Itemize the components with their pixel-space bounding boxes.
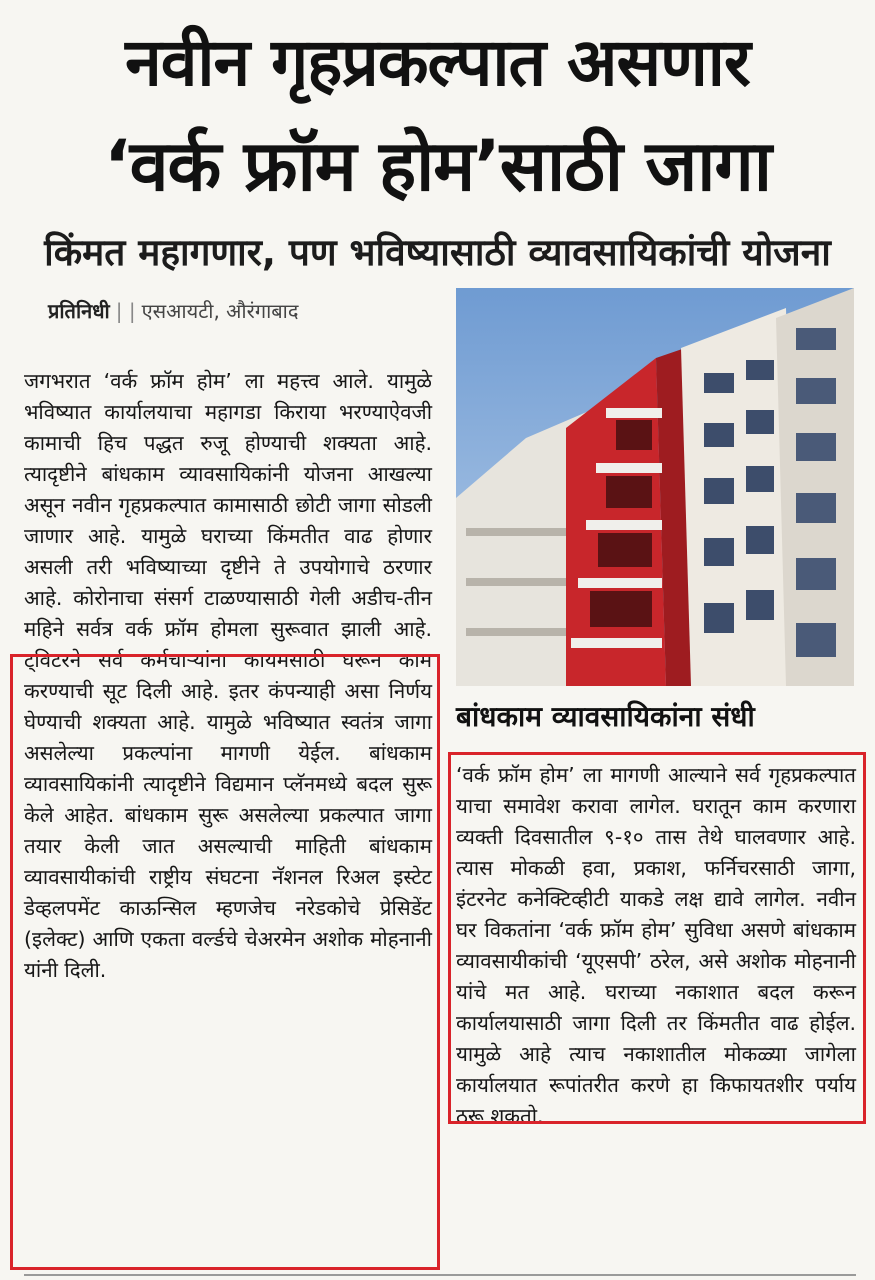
- byline: [48, 296, 298, 326]
- left-column-text: जगभरात ‘वर्क फ्रॉम होम’ ला महत्त्व आले. यामुळे भविष्यात कार्यालयाचा महागडा किराया भरण्याऐवजी कामाची हिच पद्धत रुजू होण्याची शक्यता आहे. त्यादृष्टीने बांधकाम व्यावसायिकांनी योजना आखल्या असून नवीन गृहप्रकल्पात कामासाठी छोटी जागा सोडली जाणार आहे. यामुळे घराच्या किंमतीत वाढ होणार असली तरी भविष्याच्या दृष्टीने ते उपयोगाचे ठरणार आहे. कोरोनाचा संसर्ग टाळण्यासाठी गेली अडीच-तीन महिने सर्वत्र वर्क फ्रॉम होमला सुरूवात झाली आहे. ट्विटरने सर्व कर्मचाऱ्यांना कायमसाठी घरून काम करण्याची सूट दिली आहे. इतर कंपन्याही असा निर्णय घेण्याची शक्यता आहे. यामुळे भविष्यात स्वतंत्र जागा असलेल्या प्रकल्पांना मागणी येईल. बांधकाम व्यावसायिकांनी त्यादृष्टीने विद्यमान प्लॅनमध्ये बदल सुरू केले आहेत. बांधकाम सुरू असलेल्या प्रकल्पात जागा तयार केली जात असल्याची माहिती बांधकाम व्यावसायीकांची राष्ट्रीय संघटना नॅशनल रिअल इस्टेट डेव्हलपमेंट काऊन्सिल म्हणजेच नरेडकोचे प्रेसिडेंट (इलेक्ट) आणि एकता वर्ल्डचे चेअरमेन अशोक मोहनानी यांनी दिली.: [24, 369, 432, 982]
- building-photo: [456, 288, 854, 686]
- byline-reporter: प्रतिनिधी: [48, 299, 110, 323]
- subheadline: किंमत महागणार, पण भविष्यासाठी व्यावसायिकांची योजना: [44, 231, 831, 274]
- headline-line-1: नवीन गृहप्रकल्पात असणार: [125, 24, 750, 101]
- byline-separator: | |: [115, 299, 136, 323]
- byline-source: एसआयटी, औरंगाबाद: [141, 299, 299, 323]
- bottom-divider: [24, 1274, 856, 1276]
- right-column-text: ‘वर्क फ्रॉम होम’ ला मागणी आल्याने सर्व गृहप्रकल्पात याचा समावेश करावा लागेल. घरातून काम करणारा व्यक्ती दिवसातील ९-१० तास तेथे घालवणार आहे. त्यास मोकळी हवा, प्रकाश, फर्निचरसाठी जागा, इंटरनेट कनेक्टिव्हीटी याकडे लक्ष द्यावे लागेल. नवीन घर विकतांना ‘वर्क फ्रॉम होम’ सुविधा असणे बांधकाम व्यावसायीकांची ‘यूएसपी’ ठरेल, असे अशोक मोहनानी यांचे मत आहे. घराच्या नकाशात बदल करून कार्यालयासाठी जागा दिली तर किंमतीत वाढ होईल. यामुळे आहे त्याच नकाशातील मोकळ्या जागेला कार्यालयात रूपांतरीत करणे हा किफायतशीर पर्याय ठरू शकतो.: [456, 763, 856, 1128]
- headline-line-2: ‘वर्क फ्रॉम होम’साठी जागा: [104, 125, 771, 207]
- left-column: [24, 366, 432, 986]
- photo-caption: बांधकाम व्यावसायिकांना संधी: [456, 700, 755, 733]
- right-column: [456, 760, 856, 1132]
